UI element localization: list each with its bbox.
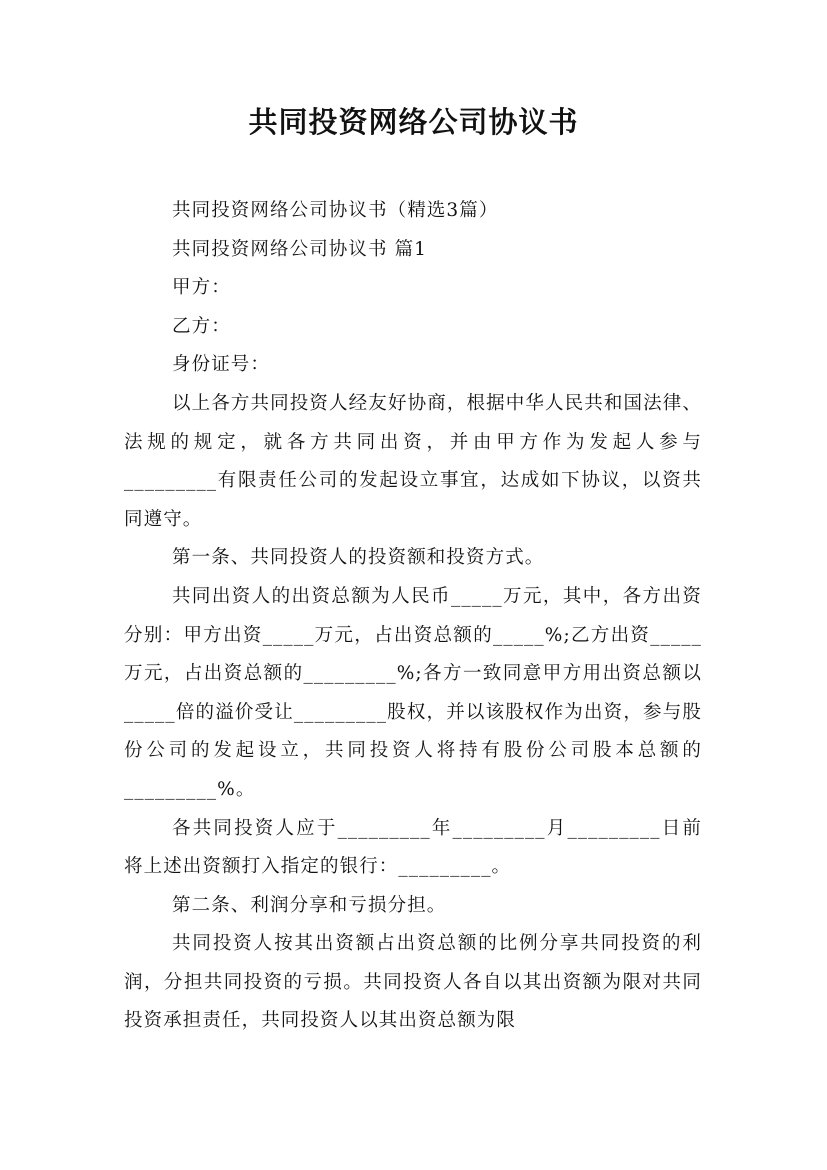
article-2-heading: 第二条、利润分享和亏损分担。	[172, 894, 447, 916]
id-number-line: 身份证号：	[172, 354, 271, 376]
section-heading: 共同投资网络公司协议书 篇1	[172, 238, 428, 260]
preamble-paragraph: 以上各方共同投资人经友好协商，根据中华人民共和国法律、法规的规定，就各方共同出资，并由甲方作为发起人参与_________有限责任公司的发起设立事宜，达成如下协议，以资共同遵守。	[124, 392, 702, 530]
payment-deadline-paragraph: 各共同投资人应于_________年_________月_________日前将上述出资额打入指定的银行：_________。	[124, 817, 702, 878]
party-a-line: 甲方：	[172, 277, 231, 299]
document-title: 共同投资网络公司协议书	[248, 105, 579, 139]
article-1-paragraph: 共同出资人的出资总额为人民币_____万元，其中，各方出资分别：甲方出资_____万元，占出资总额的_____%;乙方出资_____万元，占出资总额的_________%;各方一致同意甲方用出资总额以_____倍的溢价受让_________股权，并以该股权作为出资，参与股份公司的发起设立，共同投资人将持有股份公司股本总额的_________%。	[124, 585, 702, 800]
article-1-heading: 第一条、共同投资人的投资额和投资方式。	[172, 547, 545, 569]
article-2-paragraph: 共同投资人按其出资额占出资总额的比例分享共同投资的利润，分担共同投资的亏损。共同投资人各自以其出资额为限对共同投资承担责任，共同投资人以其出资总额为限	[124, 933, 702, 1032]
doc-subtitle: 共同投资网络公司协议书（精选3篇）	[172, 200, 499, 221]
party-b-line: 乙方：	[172, 315, 231, 337]
document-body	[124, 192, 702, 1041]
